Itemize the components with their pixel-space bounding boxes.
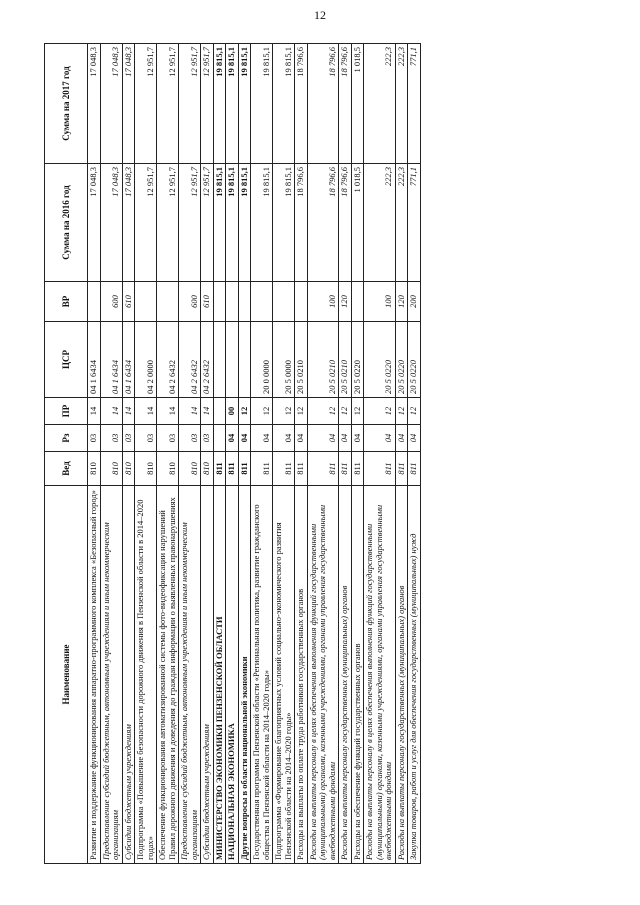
cell-sum-2017: 19 815,1 (251, 44, 273, 164)
cell-ved: 811 (351, 452, 364, 486)
cell-sum-2017: 18 796,6 (295, 44, 308, 164)
table-row (88, 44, 101, 864)
cell-sum-2017: 18 796,6 (339, 44, 352, 164)
cell-csr: 04 2 6432 (201, 322, 214, 398)
cell-name: МИНИСТЕРСТВО ЭКОНОМИКИ ПЕНЗЕНСКОЙ ОБЛАСТИ (213, 486, 226, 864)
cell-sum-2016: 12 951,7 (179, 164, 201, 282)
cell-vr (213, 282, 226, 322)
cell-ved: 811 (251, 452, 273, 486)
cell-ved: 810 (179, 452, 201, 486)
cell-sum-2016: 1 018,5 (351, 164, 364, 282)
cell-ved: 811 (238, 452, 251, 486)
cell-sum-2017: 12 951,7 (201, 44, 214, 164)
cell-csr: 04 1 6434 (100, 322, 122, 398)
cell-rz: 04 (364, 425, 396, 452)
table-row (238, 44, 251, 864)
table-row (251, 44, 273, 864)
table-header-row (45, 44, 88, 864)
cell-name: Обеспечение функционирования автоматизированной системы фото-видеофиксации нарушений Правил дорожного движения и доведения до граждан информации о выявленных правонарушениях (157, 486, 179, 864)
cell-ved: 810 (88, 452, 101, 486)
cell-rz: 04 (251, 425, 273, 452)
cell-name: Расходы на выплаты персоналу в целях обеспечения выполнения функций государственными (муниципальными) органами, казенными учреждениями, органами управления государственными внебюджетными фондами (307, 486, 339, 864)
header-sum-2017: Сумма на 2017 год (45, 44, 88, 164)
header-sum-2016: Сумма на 2016 год (45, 164, 88, 282)
cell-csr: 20 5 0210 (307, 322, 339, 398)
cell-sum-2016: 19 815,1 (226, 164, 239, 282)
table-body (88, 44, 421, 864)
cell-sum-2016: 19 815,1 (273, 164, 295, 282)
cell-ved: 811 (295, 452, 308, 486)
cell-vr: 120 (395, 282, 408, 322)
cell-sum-2016: 18 796,6 (339, 164, 352, 282)
cell-ved: 810 (100, 452, 122, 486)
cell-name: Предоставление субсидий бюджетным, автономным учреждениям и иным некоммерческим организациям (179, 486, 201, 864)
cell-vr: 100 (307, 282, 339, 322)
cell-name: Расходы на выплаты персоналу в целях обеспечения выполнения функций государственными (муниципальными) органами, казенными учреждениями, органами управления государственными внебюджетными фондами (364, 486, 396, 864)
cell-name: Другие вопросы в области национальной экономики (238, 486, 251, 864)
cell-rz: 04 (307, 425, 339, 452)
cell-csr: 04 1 6434 (122, 322, 135, 398)
cell-rz: 03 (157, 425, 179, 452)
cell-name: Предоставление субсидий бюджетным, автономным учреждениям и иным некоммерческим организациям (100, 486, 122, 864)
cell-sum-2016: 222,3 (395, 164, 408, 282)
cell-ved: 811 (226, 452, 239, 486)
cell-sum-2017: 19 815,1 (226, 44, 239, 164)
cell-name: Расходы на обеспечение функций государственных органов (351, 486, 364, 864)
cell-csr: 20 5 0210 (295, 322, 308, 398)
cell-csr (238, 322, 251, 398)
cell-ved: 811 (408, 452, 421, 486)
cell-sum-2017: 222,3 (364, 44, 396, 164)
cell-sum-2017: 17 048,3 (88, 44, 101, 164)
cell-sum-2016: 222,3 (364, 164, 396, 282)
cell-pr: 12 (395, 398, 408, 425)
cell-rz: 03 (201, 425, 214, 452)
header-pr: ПР (45, 398, 88, 425)
cell-pr: 12 (307, 398, 339, 425)
cell-pr: 12 (339, 398, 352, 425)
cell-pr: 14 (135, 398, 157, 425)
cell-sum-2016: 12 951,7 (157, 164, 179, 282)
cell-pr: 12 (251, 398, 273, 425)
cell-name: Расходы на выплаты по оплате труда работников государственных органов (295, 486, 308, 864)
cell-sum-2016: 19 815,1 (238, 164, 251, 282)
cell-ved: 811 (307, 452, 339, 486)
cell-name: Закупка товаров, работ и услуг для обеспечения государственных (муниципальных) нужд (408, 486, 421, 864)
cell-vr (135, 282, 157, 322)
cell-vr (157, 282, 179, 322)
cell-csr: 20 5 0210 (339, 322, 352, 398)
cell-vr: 100 (364, 282, 396, 322)
cell-pr: 00 (226, 398, 239, 425)
cell-pr: 14 (179, 398, 201, 425)
cell-name: Подпрограмма «Повышение безопасности дорожного движения в Пензенской области в 2014–2020 годах» (135, 486, 157, 864)
cell-pr: 12 (351, 398, 364, 425)
cell-ved: 811 (273, 452, 295, 486)
header-ved: Вед (45, 452, 88, 486)
table-row (135, 44, 157, 864)
cell-ved: 811 (364, 452, 396, 486)
cell-name: Развитие и поддержание функционирования аппаратно-программного комплекса «Безопасный город» (88, 486, 101, 864)
cell-sum-2017: 19 815,1 (238, 44, 251, 164)
table-row (157, 44, 179, 864)
cell-sum-2016: 18 796,6 (307, 164, 339, 282)
cell-rz: 04 (339, 425, 352, 452)
cell-csr: 04 2 0000 (135, 322, 157, 398)
cell-vr (273, 282, 295, 322)
cell-pr: 14 (100, 398, 122, 425)
cell-name: Субсидии бюджетным учреждениям (201, 486, 214, 864)
table-row (201, 44, 214, 864)
cell-name: Расходы на выплаты персоналу государственных (муниципальных) органов (339, 486, 352, 864)
cell-vr: 600 (179, 282, 201, 322)
table-row (395, 44, 408, 864)
cell-rz: 04 (273, 425, 295, 452)
cell-sum-2017: 771,1 (408, 44, 421, 164)
cell-sum-2017: 12 951,7 (157, 44, 179, 164)
cell-ved: 810 (201, 452, 214, 486)
cell-rz: 03 (135, 425, 157, 452)
cell-sum-2017: 12 951,7 (179, 44, 201, 164)
table-row (339, 44, 352, 864)
cell-rz: 04 (408, 425, 421, 452)
cell-rz: 03 (179, 425, 201, 452)
cell-vr: 600 (100, 282, 122, 322)
cell-pr (213, 398, 226, 425)
cell-name: Расходы на выплаты персоналу государственных (муниципальных) органов (395, 486, 408, 864)
cell-csr (213, 322, 226, 398)
cell-csr: 20 5 0220 (408, 322, 421, 398)
header-rz: Рз (45, 425, 88, 452)
cell-csr: 04 2 6432 (157, 322, 179, 398)
cell-sum-2017: 17 048,3 (100, 44, 122, 164)
cell-csr: 20 5 0220 (395, 322, 408, 398)
cell-rz: 03 (122, 425, 135, 452)
cell-sum-2016: 18 796,6 (295, 164, 308, 282)
cell-rz: 04 (395, 425, 408, 452)
cell-csr: 20 5 0000 (273, 322, 295, 398)
table-row (307, 44, 339, 864)
cell-sum-2016: 17 048,3 (122, 164, 135, 282)
cell-sum-2016: 19 815,1 (251, 164, 273, 282)
table-row (295, 44, 308, 864)
cell-ved: 810 (157, 452, 179, 486)
cell-vr: 610 (122, 282, 135, 322)
cell-vr: 120 (339, 282, 352, 322)
cell-sum-2016: 19 815,1 (213, 164, 226, 282)
cell-pr: 14 (122, 398, 135, 425)
table-row (351, 44, 364, 864)
cell-sum-2017: 17 048,3 (122, 44, 135, 164)
cell-rz: 03 (88, 425, 101, 452)
budget-table (44, 43, 421, 864)
cell-sum-2017: 18 796,6 (307, 44, 339, 164)
cell-rz (213, 425, 226, 452)
cell-sum-2017: 222,3 (395, 44, 408, 164)
cell-csr: 20 0 0000 (251, 322, 273, 398)
cell-sum-2017: 12 951,7 (135, 44, 157, 164)
cell-csr: 20 5 0220 (364, 322, 396, 398)
cell-name: Субсидии бюджетным учреждениям (122, 486, 135, 864)
cell-csr: 04 2 6432 (179, 322, 201, 398)
cell-sum-2017: 19 815,1 (213, 44, 226, 164)
cell-rz: 04 (226, 425, 239, 452)
cell-pr: 12 (295, 398, 308, 425)
header-csr: ЦСР (45, 322, 88, 398)
cell-vr (88, 282, 101, 322)
cell-ved: 811 (395, 452, 408, 486)
cell-name: Подпрограмма «Формирование благоприятных условий социально-экономического развития Пензенской области на 2014–2020 годы» (273, 486, 295, 864)
table-row (179, 44, 201, 864)
cell-pr: 12 (364, 398, 396, 425)
cell-pr: 12 (273, 398, 295, 425)
header-name: Наименование (45, 486, 88, 864)
table-row (122, 44, 135, 864)
cell-csr (226, 322, 239, 398)
cell-sum-2016: 771,1 (408, 164, 421, 282)
cell-ved: 811 (213, 452, 226, 486)
cell-vr (251, 282, 273, 322)
cell-rz: 03 (100, 425, 122, 452)
table-row (364, 44, 396, 864)
cell-name: Государственная программа Пензенской области «Региональная политика, развитие гражданского общества в Пензенской области на 2014–2020 годы» (251, 486, 273, 864)
cell-sum-2017: 1 018,5 (351, 44, 364, 164)
cell-sum-2016: 17 048,3 (88, 164, 101, 282)
cell-sum-2016: 12 951,7 (201, 164, 214, 282)
cell-vr: 610 (201, 282, 214, 322)
cell-vr (226, 282, 239, 322)
cell-pr: 14 (201, 398, 214, 425)
rotated-table-container (44, 44, 600, 864)
cell-csr: 20 5 0220 (351, 322, 364, 398)
cell-pr: 12 (238, 398, 251, 425)
cell-vr (238, 282, 251, 322)
cell-sum-2016: 12 951,7 (135, 164, 157, 282)
cell-pr: 14 (157, 398, 179, 425)
cell-rz: 04 (238, 425, 251, 452)
cell-name: НАЦИОНАЛЬНАЯ ЭКОНОМИКА (226, 486, 239, 864)
cell-sum-2017: 19 815,1 (273, 44, 295, 164)
cell-rz: 04 (351, 425, 364, 452)
table-row (100, 44, 122, 864)
table-row (213, 44, 226, 864)
cell-sum-2016: 17 048,3 (100, 164, 122, 282)
cell-ved: 810 (122, 452, 135, 486)
table-row (273, 44, 295, 864)
cell-ved: 810 (135, 452, 157, 486)
cell-vr (295, 282, 308, 322)
table-row (226, 44, 239, 864)
cell-vr: 200 (408, 282, 421, 322)
header-vr: ВР (45, 282, 88, 322)
cell-rz: 04 (295, 425, 308, 452)
cell-csr: 04 1 6434 (88, 322, 101, 398)
cell-pr: 14 (88, 398, 101, 425)
table-row (408, 44, 421, 864)
cell-ved: 811 (339, 452, 352, 486)
cell-vr (351, 282, 364, 322)
page-number: 12 (314, 8, 326, 22)
cell-pr: 12 (408, 398, 421, 425)
